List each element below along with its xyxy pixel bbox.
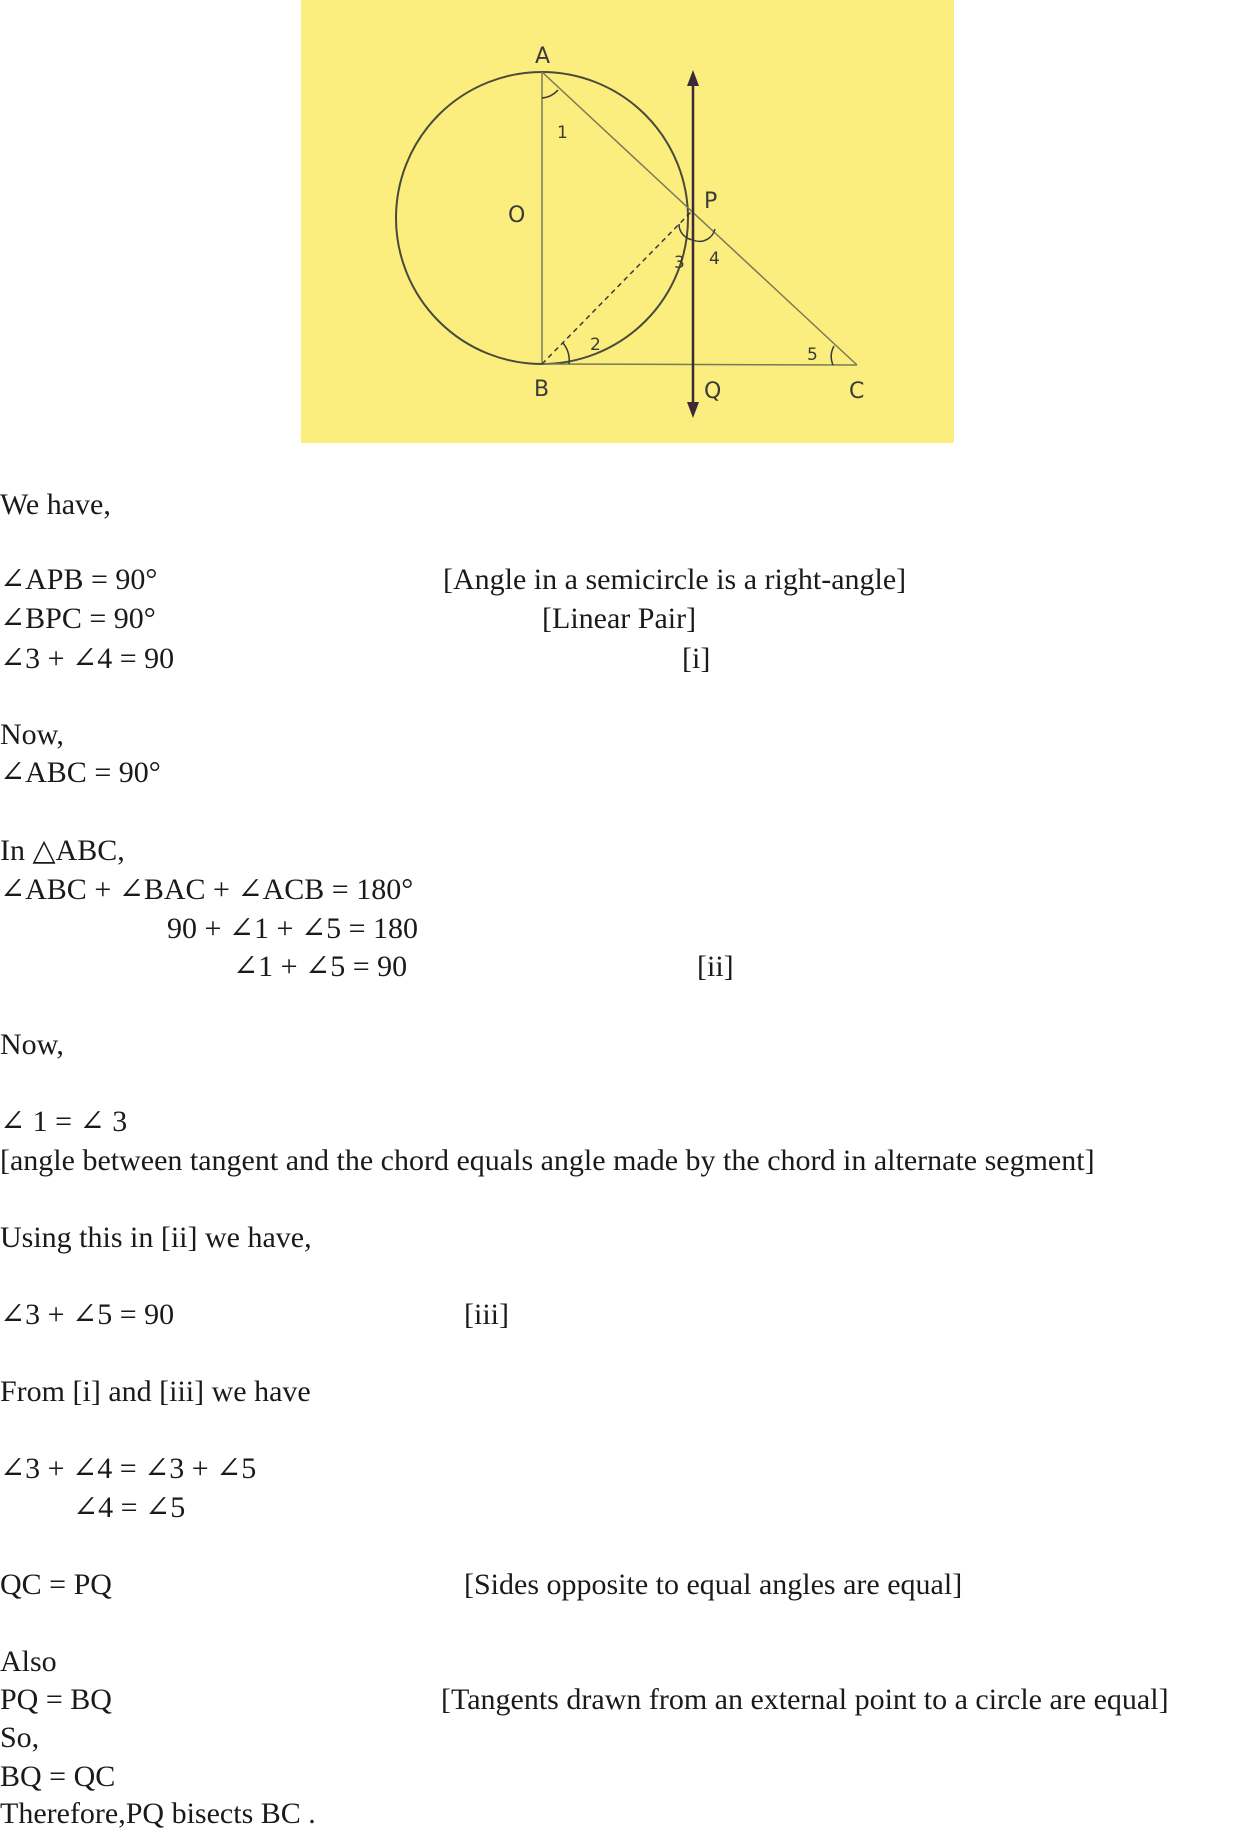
label-angle-4: 4 [709, 249, 720, 269]
equation-5: ∠4 = ∠5 [73, 1491, 186, 1524]
chord-bp [542, 212, 691, 364]
label-angle-3: 3 [674, 253, 685, 273]
statement-pq-bq: PQ = BQ [0, 1683, 112, 1716]
angle-sum-2: 90 + ∠1 + ∠5 = 180 [167, 912, 419, 945]
geometry-figure [301, 0, 954, 443]
equation-4: ∠3 + ∠4 = ∠3 + ∠5 [0, 1452, 257, 1485]
angle-1-arc [542, 90, 558, 98]
tag-iii: [iii] [464, 1298, 509, 1331]
text-we-have: We have, [0, 488, 111, 521]
text-so: So, [0, 1721, 40, 1754]
label-angle-2: 2 [590, 335, 601, 355]
reason-bpc: [Linear Pair] [542, 602, 697, 635]
statement-1-equals-3: ∠ 1 = ∠ 3 [0, 1105, 128, 1138]
text-now-1: Now, [0, 718, 64, 751]
line-ac [542, 72, 857, 365]
tag-i: [i] [682, 642, 711, 675]
text-in-triangle: In △ABC, [0, 834, 125, 867]
text-also: Also [0, 1645, 57, 1678]
reason-alternate-segment: [angle between tangent and the chord equals angle made by the chord in alternate segment] [0, 1144, 1095, 1177]
angle-sum: ∠ABC + ∠BAC + ∠ACB = 180° [0, 873, 414, 906]
reason-apb: [Angle in a semicircle is a right-angle] [443, 563, 907, 596]
equation-iii: ∠3 + ∠5 = 90 [0, 1298, 175, 1331]
statement-bq-qc: BQ = QC [0, 1760, 116, 1793]
conclusion: Therefore,PQ bisects BC . [0, 1797, 316, 1830]
arrow-up-icon [687, 70, 699, 86]
label-angle-1: 1 [557, 123, 568, 143]
label-p: P [704, 189, 718, 214]
equation-ii: ∠1 + ∠5 = 90 [233, 950, 408, 983]
statement-qc-pq: QC = PQ [0, 1568, 112, 1601]
label-c: C [849, 379, 865, 404]
label-o: O [508, 203, 526, 228]
text-from: From [i] and [iii] we have [0, 1375, 311, 1408]
reason-qc-pq: [Sides opposite to equal angles are equal] [464, 1568, 963, 1601]
statement-bpc: ∠BPC = 90° [0, 602, 156, 635]
statement-abc: ∠ABC = 90° [0, 756, 161, 789]
tag-ii: [ii] [697, 950, 734, 983]
arrow-down-icon [687, 402, 699, 418]
text-using: Using this in [ii] we have, [0, 1221, 312, 1254]
label-angle-5: 5 [807, 345, 818, 365]
text-now-2: Now, [0, 1028, 64, 1061]
reason-pq-bq: [Tangents drawn from an external point to a circle are equal] [441, 1683, 1169, 1716]
equation-i: ∠3 + ∠4 = 90 [0, 642, 175, 675]
label-b: B [534, 377, 550, 402]
angle-3-arc [679, 224, 693, 240]
label-a: A [535, 44, 551, 69]
statement-apb: ∠APB = 90° [0, 563, 158, 596]
circle-tangent-diagram [301, 0, 954, 443]
angle-5-arc [831, 346, 834, 365]
label-q: Q [704, 379, 722, 404]
